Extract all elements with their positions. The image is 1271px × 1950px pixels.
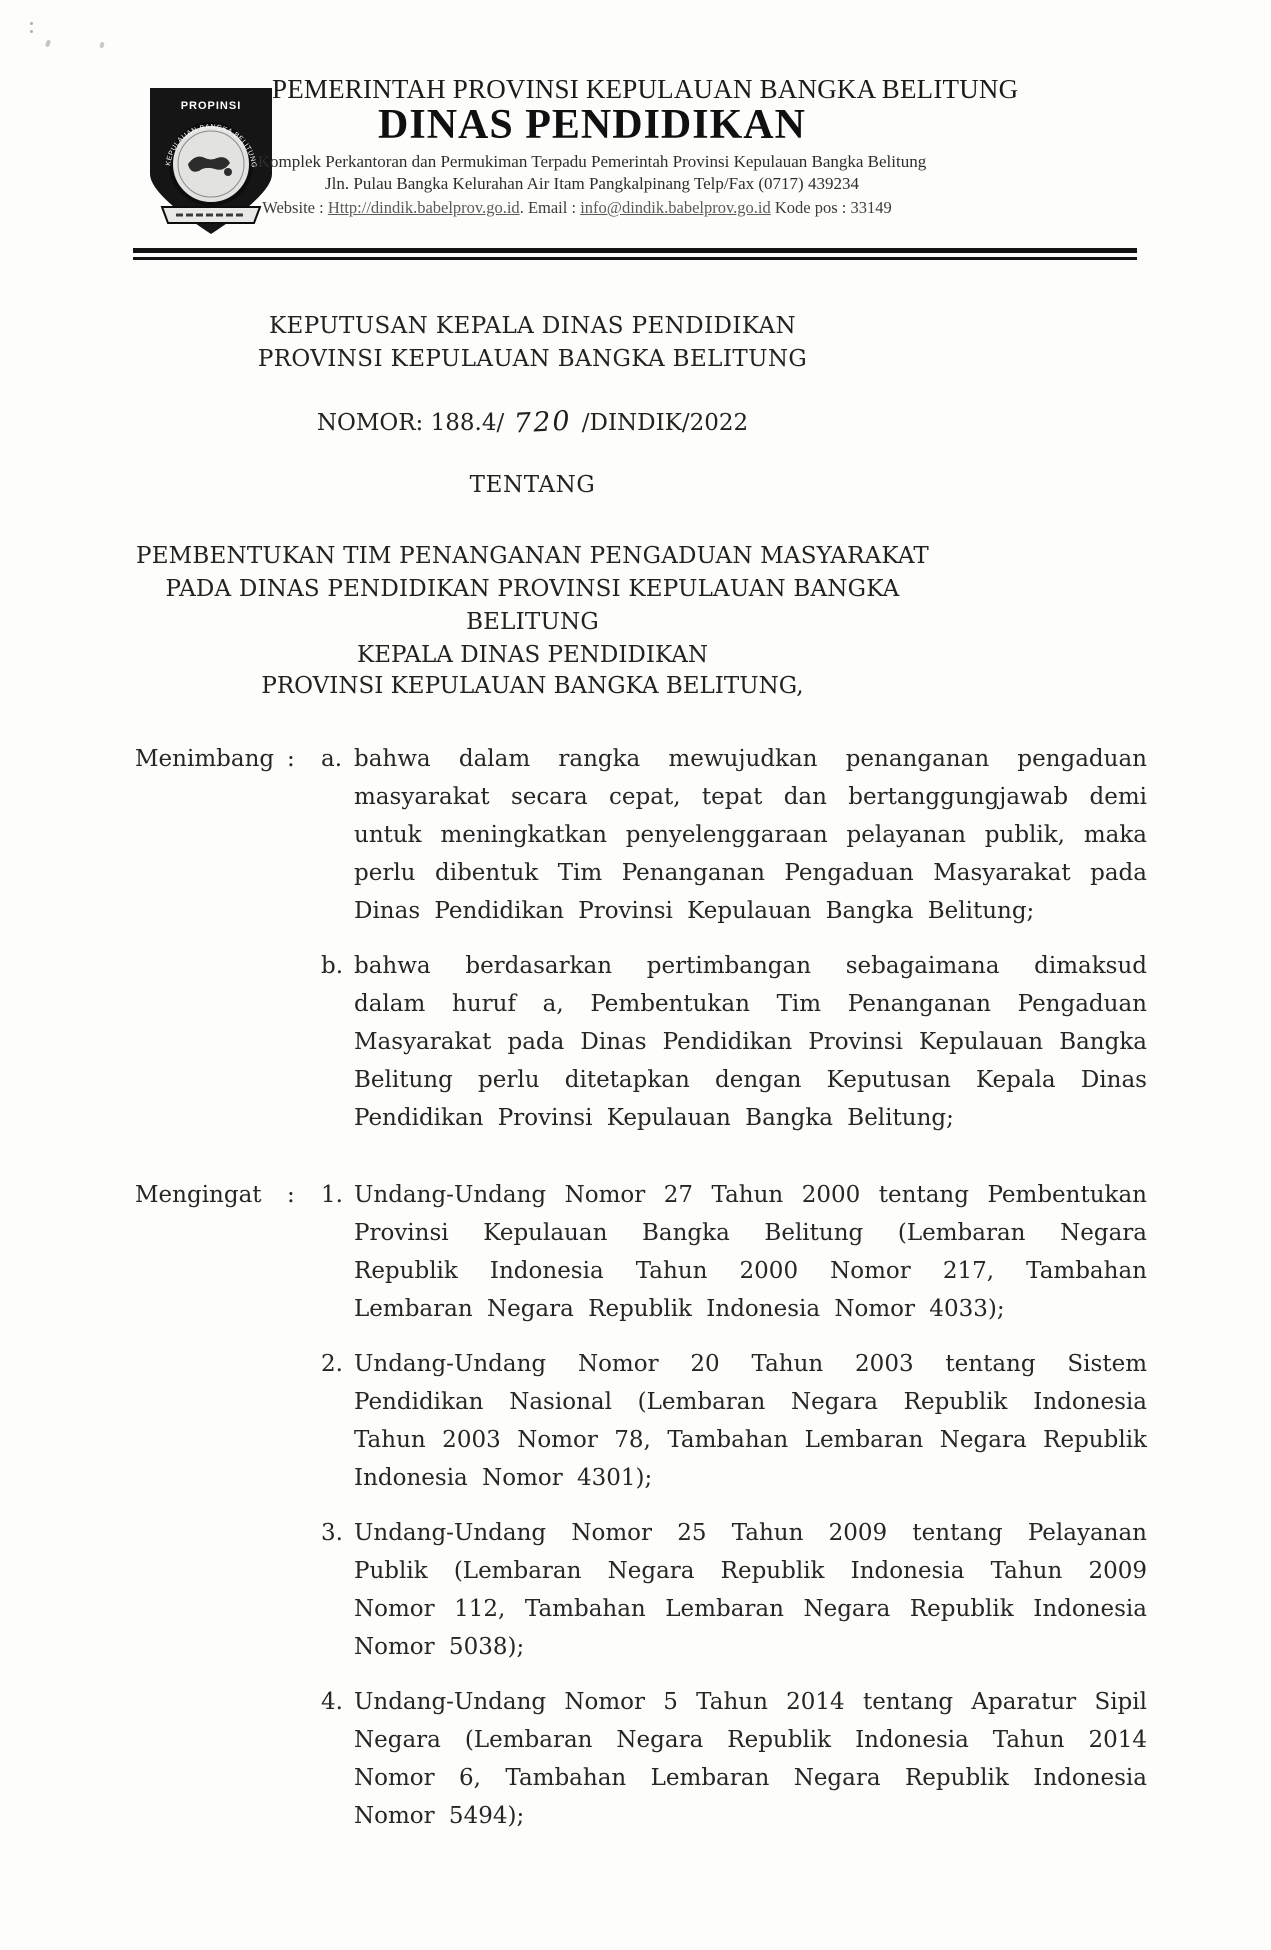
decree-subject-line1: PEMBENTUKAN TIM PENANGANAN PENGADUAN MASYARAKAT bbox=[136, 543, 929, 569]
decree-issuer bbox=[135, 640, 930, 702]
decree-number-prefix: NOMOR: 188.4/ bbox=[316, 410, 505, 436]
list-item bbox=[321, 1176, 1147, 1328]
decree-number-line bbox=[135, 405, 930, 440]
item-marker: 4. bbox=[321, 1689, 343, 1715]
item-marker: 1. bbox=[321, 1182, 343, 1208]
decree-number-handwritten: 720 bbox=[513, 405, 573, 440]
mengingat-label: Mengingat bbox=[135, 1182, 262, 1208]
decree-heading bbox=[135, 310, 930, 376]
logo-arc-text: KEPULAUAN BANGKA BELITUNG bbox=[165, 123, 258, 169]
item-text: Undang-Undang Nomor 20 Tahun 2003 tentang Sistem Pendidikan Nasional (Lembaran Negara Republik Indonesia Tahun 2003 Nomor 78, Tambahan Lembaran Negara Republik Indonesia Nomor 4301); bbox=[354, 1351, 1147, 1491]
menimbang-items bbox=[321, 740, 1147, 1137]
item-text: Undang-Undang Nomor 5 Tahun 2014 tentang Aparatur Sipil Negara (Lembaran Negara Republik Indonesia Tahun 2014 Nomor 6, Tambahan Lembaran Negara Republik Indonesia Nomor 5494); bbox=[354, 1689, 1147, 1829]
website-url: Http://dindik.babelprov.go.id bbox=[327, 198, 520, 217]
mengingat-colon: : bbox=[287, 1182, 295, 1208]
scan-artifact bbox=[30, 30, 33, 33]
letterhead-government-line: PEMERINTAH PROVINSI KEPULAUAN BANGKA BELITUNG bbox=[272, 74, 1019, 104]
decree-subject-line2: PADA DINAS PENDIDIKAN PROVINSI KEPULAUAN BANGKA BELITUNG bbox=[165, 576, 900, 635]
item-marker: 2. bbox=[321, 1351, 343, 1377]
item-text: Undang-Undang Nomor 25 Tahun 2009 tentang Pelayanan Publik (Lembaran Negara Republik Indonesia Tahun 2009 Nomor 112, Tambahan Lembaran Negara Republik Indonesia Nomor 5038); bbox=[354, 1520, 1147, 1660]
logo-top-text: PROPINSI bbox=[180, 100, 242, 112]
list-item bbox=[321, 947, 1147, 1137]
list-item bbox=[321, 1345, 1147, 1497]
item-marker: b. bbox=[321, 953, 344, 979]
menimbang-label: Menimbang bbox=[135, 746, 275, 772]
tentang-label: TENTANG bbox=[469, 472, 596, 498]
email-address: info@dindik.babelprov.go.id bbox=[580, 198, 771, 217]
scan-artifact bbox=[45, 40, 51, 48]
email-label: . Email : bbox=[519, 198, 581, 217]
decree-number-suffix: /DINDIK/2022 bbox=[581, 410, 749, 436]
decree-heading-line2: PROVINSI KEPULAUAN BANGKA BELITUNG bbox=[257, 346, 808, 372]
menimbang-colon: : bbox=[287, 746, 295, 772]
item-text: bahwa berdasarkan pertimbangan sebagaimana dimaksud dalam huruf a, Pembentukan Tim Penanganan Pengaduan Masyarakat pada Dinas Pendidikan Provinsi Kepulauan Bangka Belitung perlu ditetapkan dengan Keputusan Kepala Dinas Pendidikan Provinsi Kepulauan Bangka Belitung; bbox=[354, 953, 1147, 1131]
mengingat-items bbox=[321, 1176, 1147, 1835]
decree-issuer-line1: KEPALA DINAS PENDIDIKAN bbox=[357, 642, 708, 668]
item-text: Undang-Undang Nomor 27 Tahun 2000 tentang Pembentukan Provinsi Kepulauan Bangka Belitung (Lembaran Negara Republik Indonesia Tahun 2000 Nomor 217, Tambahan Lembaran Negara Republik Indonesia Nomor 4033); bbox=[354, 1182, 1147, 1322]
decree-issuer-line2: PROVINSI KEPULAUAN BANGKA BELITUNG, bbox=[261, 673, 804, 699]
mengingat-section bbox=[135, 1176, 1147, 1835]
decree-heading-line1: KEPUTUSAN KEPALA DINAS PENDIDIKAN bbox=[268, 313, 797, 339]
postal-code: Kode pos : 33149 bbox=[770, 198, 892, 217]
website-label: Website : bbox=[262, 198, 328, 217]
list-item bbox=[321, 1683, 1147, 1835]
scan-artifact bbox=[30, 22, 33, 25]
item-text: bahwa dalam rangka mewujudkan penanganan pengaduan masyarakat secara cepat, tepat dan bertanggungjawab demi untuk meningkatkan penyelenggaraan pelayanan publik, maka perlu dibentuk Tim Penanganan Pengaduan Masyarakat pada Dinas Pendidikan Provinsi Kepulauan Bangka Belitung; bbox=[354, 746, 1147, 924]
item-marker: 3. bbox=[321, 1520, 343, 1546]
letterhead-contact-line bbox=[232, 198, 922, 218]
list-item bbox=[321, 1514, 1147, 1666]
logo-island-dot bbox=[224, 168, 232, 176]
letterhead-divider-rule bbox=[133, 248, 1137, 260]
menimbang-section bbox=[135, 740, 1147, 1137]
letterhead-address-line2: Jln. Pulau Bangka Kelurahan Air Itam Pangkalpinang Telp/Fax (0717) 439234 bbox=[325, 174, 859, 193]
list-item bbox=[321, 740, 1147, 930]
decree-subject bbox=[135, 540, 930, 639]
item-marker: a. bbox=[321, 746, 343, 772]
letterhead-agency-name: DINAS PENDIDIKAN bbox=[378, 102, 806, 148]
scan-artifact bbox=[99, 42, 104, 49]
letterhead-address-line1: Komplek Perkantoran dan Permukiman Terpadu Pemerintah Provinsi Kepulauan Bangka Belitung bbox=[257, 152, 927, 171]
